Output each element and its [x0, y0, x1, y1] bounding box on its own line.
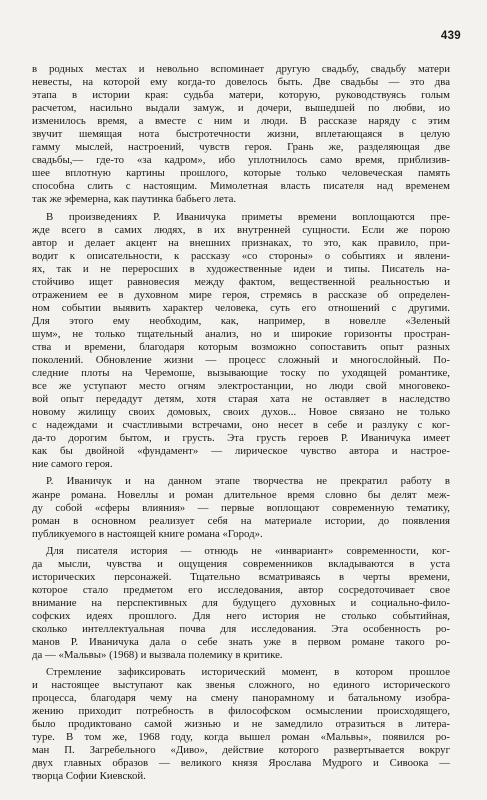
- text-line: внимание на перспективных для будущего духовных и социально-фило-: [32, 596, 450, 609]
- text-line: автор и делает акцент на внешних признаках, то это, как правило, при-: [32, 236, 450, 249]
- text-line: Для писателя история — отнюдь не «инвариант» современности, ког-: [46, 544, 450, 557]
- text-line: шум», не только тщательный анализ, но и широкие горизонты простран-: [32, 327, 450, 340]
- text-line: шее вплотную картины прошлого, которые только человеческая память: [32, 167, 450, 180]
- paragraph: [32, 475, 450, 540]
- text-line: отражением ее в духовном мире героя, стремясь в рассказе об определен-: [32, 288, 450, 301]
- text-line: жде всего в самих людях, в их внутренней сущности. Если же порою: [32, 223, 450, 236]
- paragraph: [32, 211, 450, 472]
- text-line: публикуемого в настоящей книге романа «Город».: [32, 527, 263, 540]
- page-number: 439: [440, 30, 461, 42]
- text-line: вой опыт передадут детям, хотя старая хата не оставляет в наследство: [32, 393, 450, 406]
- page-body: [32, 63, 450, 788]
- text-line: Р. Иваничук и на данном этапе творчества не прекратил работу в: [46, 475, 450, 488]
- text-line: туре. В том же, 1968 году, когда вышел роман «Мальвы», появился ро-: [32, 731, 450, 744]
- text-line: исторических персонажей. Тщательно всматриваясь в черты времени,: [32, 570, 450, 583]
- text-line: ях, так и не переросших в художественные идеи и типы. Писатель на-: [32, 262, 450, 275]
- text-line: как бы двойной «фундамент» — лирическое чувство автора и настрое-: [32, 445, 450, 458]
- text-line: В произведениях Р. Иваничука приметы времени воплощаются пре-: [46, 210, 450, 223]
- text-line: стойчиво ищет равновесия между фактом, вещественной реальностью и: [32, 275, 450, 288]
- text-line: водит к описательности, к рассказу «со стороны» о событиях и явлени-: [32, 249, 450, 262]
- text-line: двух главных образов — великого князя Ярослава Мудрого и Сивоока —: [32, 757, 450, 770]
- text-line: ном событии выявить характер человека, суть его отношений с другими.: [32, 301, 450, 314]
- text-line: да-то дорогим бытом, и грусть. Эта грусть героев Р. Иваничука имеет: [32, 432, 450, 445]
- text-line: Стремление зафиксировать исторический момент, в котором прошлое: [46, 666, 450, 679]
- text-line: жанре романа. Новеллы и роман длительное время словно бы делят меж-: [32, 488, 450, 501]
- text-line: гамму мыслей, настроений, чувств героя. Грань же, разделяющая две: [32, 141, 450, 154]
- text-line: с надеждами и счастливыми встречами, оно несет в себе и разлуку с ког-: [32, 419, 450, 432]
- text-line: так же эфемерна, как паутинка бабьего лета.: [32, 193, 237, 206]
- text-line: ние самого героя.: [32, 458, 113, 471]
- text-line: ду собой «сферы влияния» — первые воплощают современную тематику,: [32, 501, 450, 514]
- paragraph: [32, 666, 450, 783]
- text-line: новому жилищу своих домовых, своих духов... Новое связано не только: [32, 406, 450, 419]
- text-line: следние плоты на Черемоше, вызывающие тоску по уходящей романтике,: [32, 367, 450, 380]
- text-line: свадьбы,— где-то «за кадром», ибо уплотнилось само время, приблизив-: [32, 154, 450, 167]
- text-line: изменилось время, а вместе с ним и люди. В рассказе наряду с этим: [32, 115, 450, 128]
- text-line: и настоящее выступают как звенья сложного, но единого исторического: [32, 679, 450, 692]
- text-line: да — «Мальвы» (1968) и вызвала полемику в критике.: [32, 649, 283, 662]
- text-line: которое стало предметом его исследования, автор сосредоточивает свое: [32, 583, 450, 596]
- text-line: в родных местах и невольно вспоминает другую свадьбу, свадьбу матери: [32, 63, 450, 75]
- text-line: способна слить с настоящим. Мимолетная власть писателя над временем: [32, 180, 450, 193]
- text-line: процесса, благодаря чему на смену панорамному и батальному изобра-: [32, 692, 450, 705]
- text-line: невесты, на которой ему когда-то довелось быть. Две свадьбы — это два: [32, 76, 450, 89]
- text-line: было продиктовано самой жизнью и не замедлило отразиться в литера-: [32, 718, 450, 731]
- text-line: да мысли, чувства и ощущения современников вкладываются в уста: [32, 557, 450, 570]
- text-line: расчетом, насильно выдали замуж, и дочери, вышедшей по любви, ио: [32, 102, 450, 115]
- text-line: Для этого ему необходим, как, например, в новелле «Зеленый: [32, 314, 450, 327]
- text-line: этапа в истории края: судьба матери, которую, руководствуясь голым: [32, 89, 450, 102]
- paragraph: [32, 63, 450, 207]
- text-line: сколько интеллектуальная почва для исследования. Эта особенность ро-: [32, 622, 450, 635]
- text-line: творца Софии Киевской.: [32, 770, 146, 783]
- text-line: поколений. Обновление жизни — процесс сложный и многослойный. По-: [32, 354, 450, 367]
- text-line: звучит шемящая нота быстротечности жизни, вплетающаяся в целую: [32, 128, 450, 141]
- text-line: роман в основном реализует себя на материале истории, до появления: [32, 514, 450, 527]
- text-line: ман П. Загребельного «Диво», действие которого развертывается вокруг: [32, 744, 450, 757]
- text-line: манов Р. Иваничука дала о себе знать уже в первом романе такого ро-: [32, 636, 450, 649]
- text-line: софских идеях прошлого. Для него история не столько событийная,: [32, 609, 450, 622]
- text-line: ства и времени, благодаря которым возможно сопоставить опыт разных: [32, 340, 450, 353]
- paragraph: [32, 545, 450, 662]
- text-line: жению приходит потребность в философском осмыслении происходящего,: [32, 705, 450, 718]
- text-line: все же уступают место огням электростанции, но люди свой многовеко-: [32, 380, 450, 393]
